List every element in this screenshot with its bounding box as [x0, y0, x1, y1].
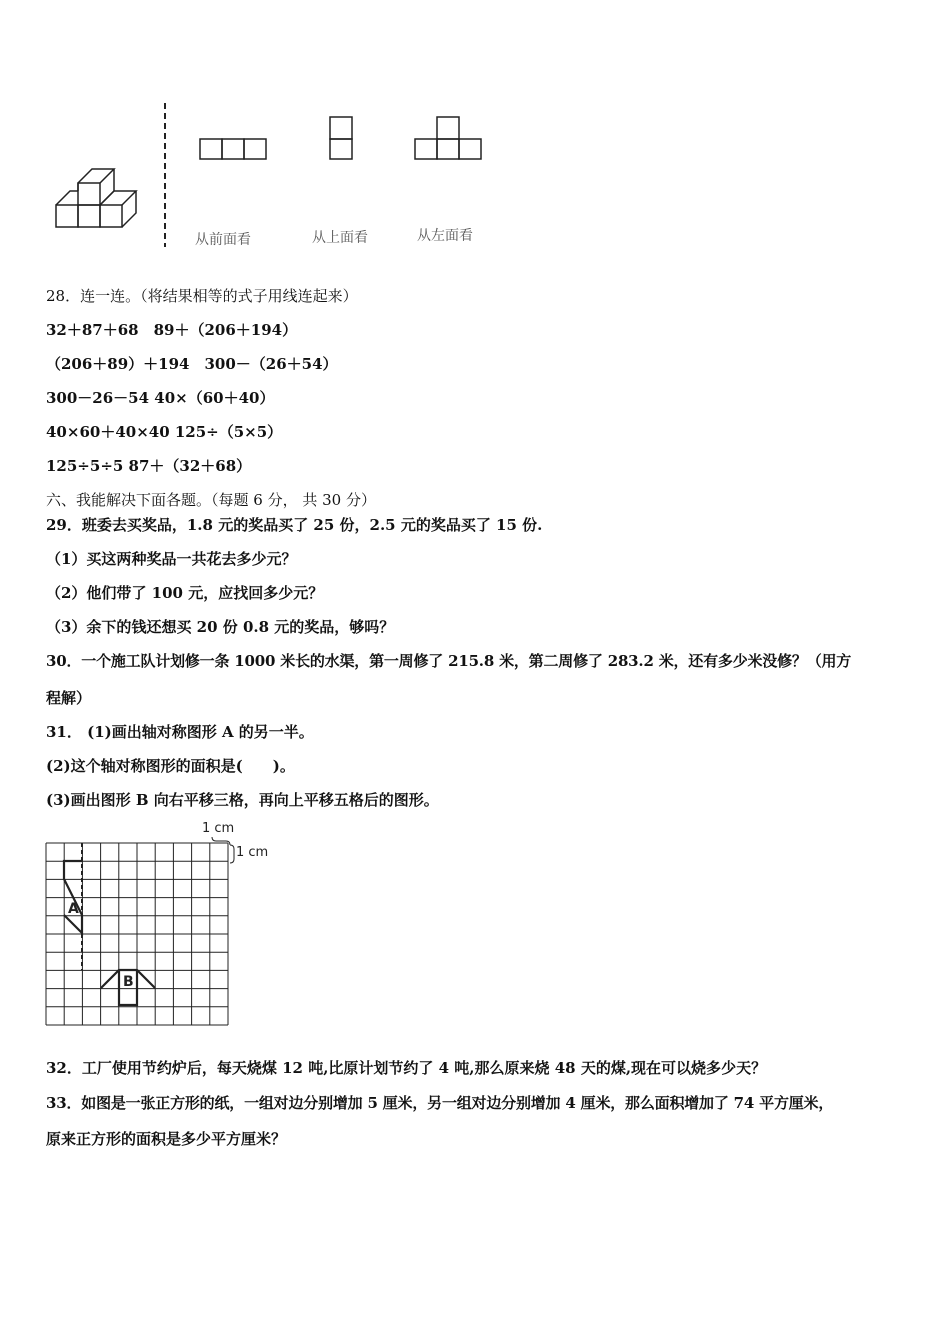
- top-view-label: 从上面看: [312, 230, 368, 246]
- front-view: [200, 139, 266, 159]
- q31-line-2: (2)这个轴对称图形的面积是( )。: [46, 757, 295, 775]
- unit-brace-side: [230, 845, 234, 863]
- q28-row-1: 32＋87＋68 89＋（206＋194）: [46, 321, 298, 339]
- unit-label-side: 1 cm: [236, 845, 269, 860]
- q31-line-1: 31． (1)画出轴对称图形 A 的另一半。: [46, 723, 314, 741]
- shape-b-label: B: [123, 974, 134, 990]
- q28-row-4: 40×60＋40×40 125÷（5×5）: [46, 423, 283, 441]
- q29-part-3: （3）余下的钱还想买 20 份 0.8 元的奖品，够吗？: [46, 618, 395, 636]
- top-view: [330, 117, 352, 159]
- left-view: [415, 117, 481, 159]
- shape-a-label: A: [68, 901, 79, 917]
- section6-title: 六、我能解决下面各题。（每题 6 分， 共 30 分）: [46, 491, 376, 509]
- three-views-figure: [40, 95, 510, 265]
- shape-a-half: [64, 861, 82, 933]
- q28-row-3: 300－26－54 40×（60＋40）: [46, 389, 275, 407]
- q29-part-2: （2）他们带了 100 元，应找回多少元？: [46, 584, 324, 602]
- q29-part-1: （1）买这两种奖品一共花去多少元？: [46, 550, 297, 568]
- cube-stack-drawing: [56, 169, 136, 227]
- q30-line-2: 程解）: [46, 689, 92, 707]
- unit-label-top: 1 cm: [202, 821, 235, 836]
- left-view-label: 从左面看: [417, 228, 473, 244]
- unit-brace-top: [212, 837, 230, 845]
- q28-row-2: （206＋89）＋194 300－（26＋54）: [46, 355, 338, 373]
- front-view-label: 从前面看: [195, 232, 251, 248]
- q32-text: 32．工厂使用节约炉后，每天烧煤 12 吨,比原计划节约了 4 吨,那么原来烧 48 天的煤,现在可以烧多少天？: [46, 1059, 767, 1077]
- q28-title: 28．连一连。（将结果相等的式子用线连起来）: [46, 287, 358, 305]
- q29-title: 29．班委去买奖品，1.8 元的奖品买了 25 份，2.5 元的奖品买了 15 份.: [46, 516, 543, 534]
- grid-figure: [40, 815, 290, 1035]
- q33-line-2: 原来正方形的面积是多少平方厘米？: [46, 1130, 287, 1148]
- q30-line-1: 30．一个施工队计划修一条 1000 米长的水渠，第一周修了 215.8 米，第二周修了 283.2 米，还有多少米没修？（用方: [46, 652, 852, 670]
- q33-line-1: 33．如图是一张正方形的纸，一组对边分别增加 5 厘米，另一组对边分别增加 4 厘米，那么面积增加了 74 平方厘米，: [46, 1094, 834, 1112]
- q28-row-5: 125÷5÷5 87＋（32＋68）: [46, 457, 252, 475]
- q31-line-3: (3)画出图形 B 向右平移三格，再向上平移五格后的图形。: [46, 791, 439, 809]
